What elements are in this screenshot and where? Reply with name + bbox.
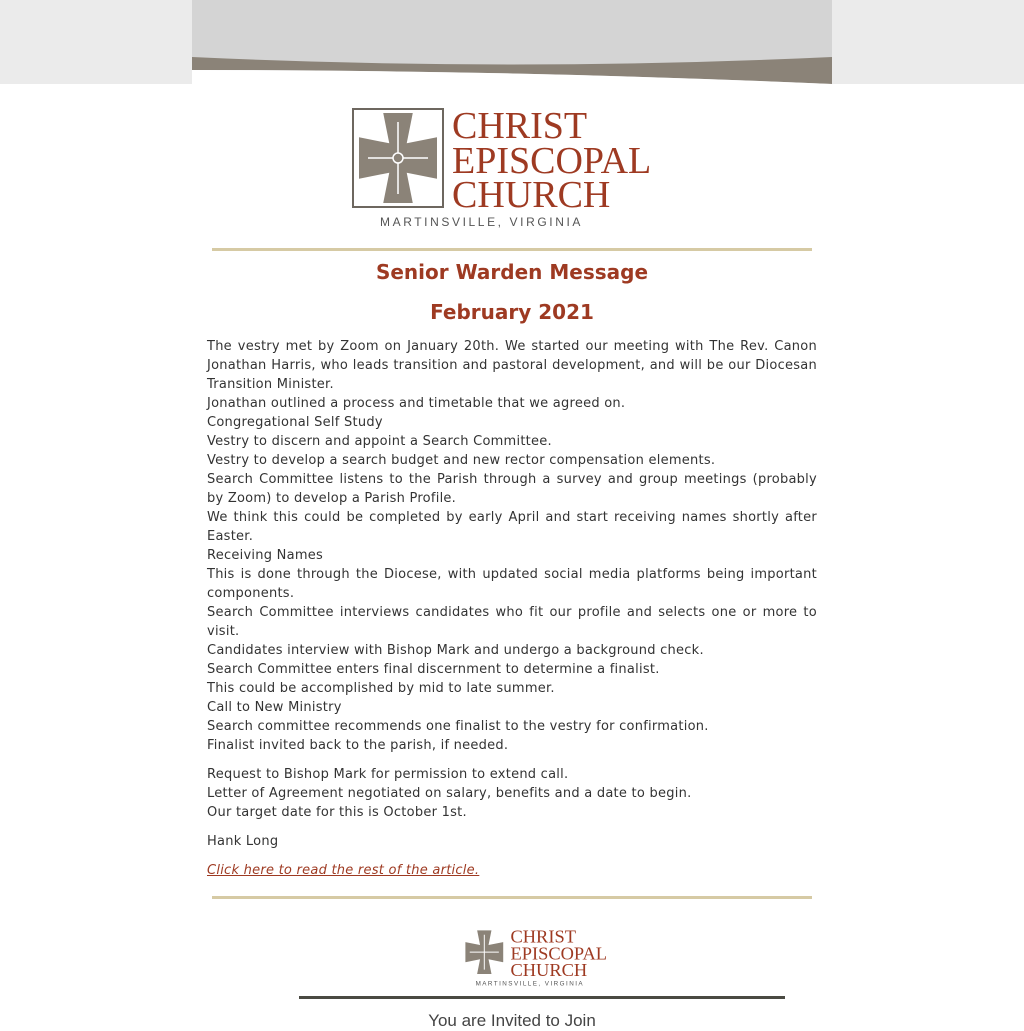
paragraph: This is done through the Diocese, with updated social media platforms being important components.: [207, 567, 817, 601]
spacer: [207, 755, 817, 765]
footer-cross-icon: [462, 926, 622, 988]
logo-line-2: EPISCOPAL: [452, 140, 652, 182]
logo-location: MARTINSVILLE, VIRGINIA: [380, 215, 584, 229]
paragraph: Congregational Self Study: [207, 415, 383, 430]
paragraph: We think this could be completed by early April and start receiving names shortly after Easter.: [207, 510, 817, 544]
footer-logo-location: MARTINSVILLE, VIRGINIA: [475, 980, 585, 988]
bottom-divider: [212, 896, 812, 899]
paragraph: Our target date for this is October 1st.: [207, 805, 467, 820]
church-logo: [352, 106, 682, 230]
paragraph: Call to New Ministry: [207, 700, 342, 715]
top-divider: [212, 248, 812, 251]
logo-line-1: CHRIST: [452, 106, 588, 147]
signature: Hank Long: [207, 834, 279, 849]
paragraph-group-1: [207, 337, 817, 755]
paragraph: Finalist invited back to the parish, if needed.: [207, 738, 509, 753]
paragraph: Search committee recommends one finalist to the vestry for confirmation.: [207, 719, 709, 734]
footer-logo-line-2: EPISCOPAL: [510, 943, 607, 964]
paragraph: Receiving Names: [207, 548, 324, 563]
paragraph: Letter of Agreement negotiated on salary, benefits and a date to begin.: [207, 786, 692, 801]
spacer: [207, 822, 817, 832]
paragraph-group-2: [207, 765, 817, 822]
paragraph: Candidates interview with Bishop Mark and undergo a background check.: [207, 643, 704, 658]
paragraph: Request to Bishop Mark for permission to extend call.: [207, 767, 569, 782]
paragraph: Search Committee enters final discernment to determine a finalist.: [207, 662, 660, 677]
article-body: [207, 337, 817, 880]
header-banner: [192, 0, 832, 84]
paragraph: Vestry to develop a search budget and new rector compensation elements.: [207, 453, 716, 468]
paragraph: Search Committee interviews candidates who fit our profile and selects one or more to visit.: [207, 605, 817, 639]
paragraph: Search Committee listens to the Parish through a survey and group meetings (probably by Zoom) to develop a Parish Profile.: [207, 472, 817, 506]
article-date: February 2021: [430, 300, 594, 324]
paragraph: Vestry to discern and appoint a Search Committee.: [207, 434, 552, 449]
footer-logo-line-1: CHRIST: [510, 926, 576, 947]
paragraph: Jonathan outlined a process and timetable that we agreed on.: [207, 396, 626, 411]
paragraph: This could be accomplished by mid to late summer.: [207, 681, 555, 696]
footer-logo-line-3: CHURCH: [510, 959, 588, 980]
read-more-link[interactable]: Click here to read the rest of the article.: [207, 863, 480, 878]
logo-line-3: CHURCH: [452, 174, 611, 216]
footer-rule: [299, 996, 785, 999]
paragraph: The vestry met by Zoom on January 20th. We started our meeting with The Rev. Canon Jonathan Harris, who leads transition and pastoral development, and will be our Diocesan Transition Minister.: [207, 339, 817, 392]
cross-icon: [352, 106, 682, 230]
footer-church-logo: [462, 926, 622, 988]
spacer: [207, 851, 817, 861]
invite-heading: You are Invited to Join: [428, 1011, 596, 1030]
article-heading: Senior Warden Message: [375, 260, 649, 284]
